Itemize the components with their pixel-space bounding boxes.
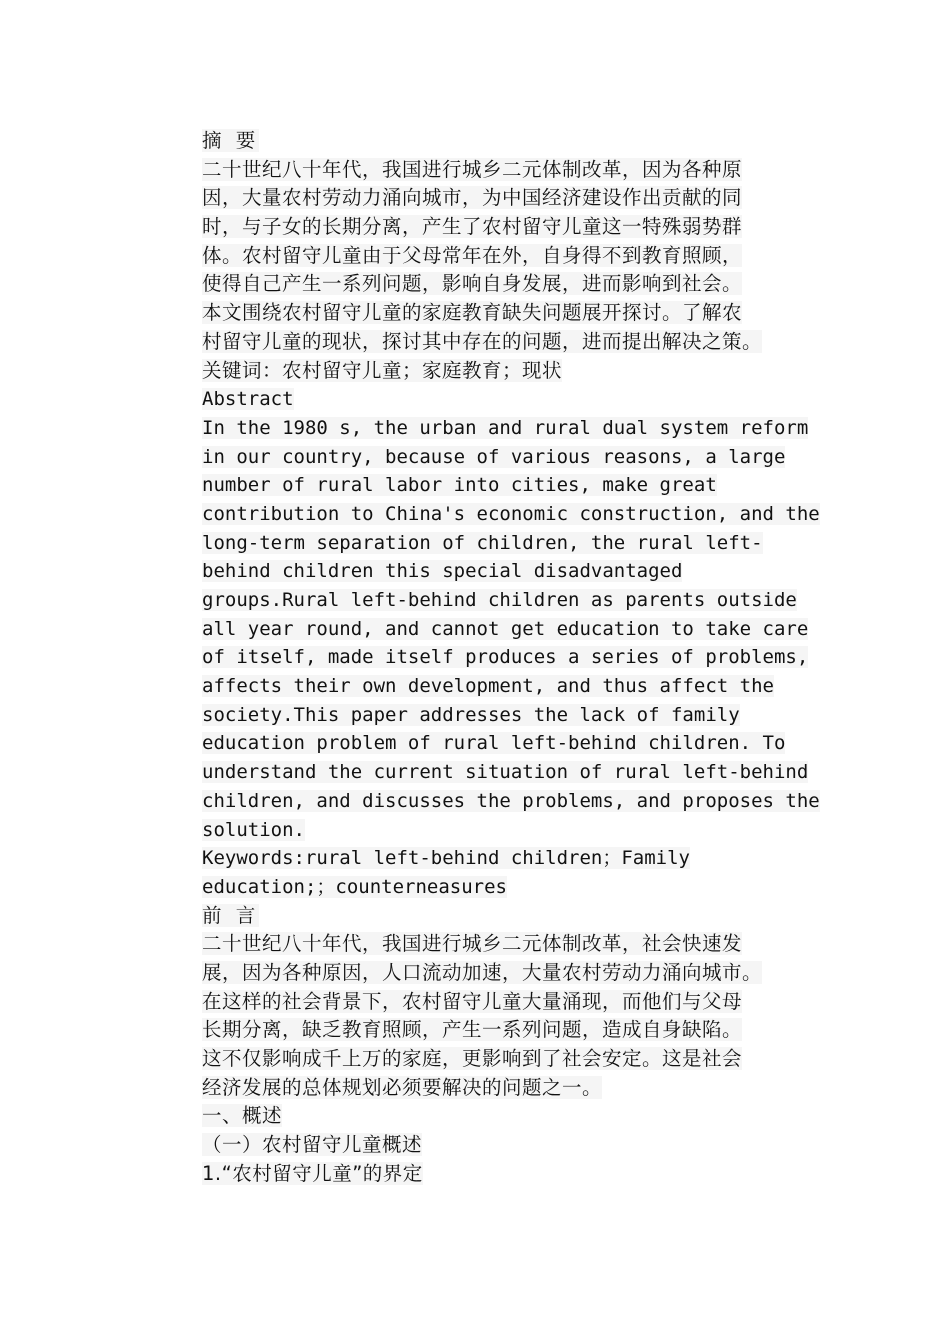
abstract-en-line: affects their own development, and thus affect the bbox=[202, 675, 774, 698]
preface-line: 长期分离，缺乏教育照顾，产生一系列问题，造成自身缺陷。 bbox=[202, 1018, 743, 1042]
abstract-en-line: solution. bbox=[202, 818, 305, 841]
document-page bbox=[202, 127, 832, 1188]
abstract-en-line: number of rural labor into cities, make great bbox=[202, 474, 717, 497]
keywords-cn: 关键词：农村留守儿童；家庭教育；现状 bbox=[202, 358, 563, 382]
abstract-cn-line: 二十世纪八十年代，我国进行城乡二元体制改革，因为各种原 bbox=[202, 157, 743, 181]
item-heading: 1.“农村留守儿童”的界定 bbox=[202, 1161, 423, 1185]
preface-line: 在这样的社会背景下，农村留守儿童大量涌现，而他们与父母 bbox=[202, 989, 743, 1013]
abstract-cn-title: 摘 要 bbox=[202, 129, 260, 152]
abstract-cn-line: 本文围绕农村留守儿童的家庭教育缺失问题展开探讨。了解农 bbox=[202, 301, 743, 325]
abstract-en-line: of itself, made itself produces a series of problems, bbox=[202, 646, 809, 669]
preface-line: 经济发展的总体规划必须要解决的问题之一。 bbox=[202, 1075, 603, 1099]
keywords-en-line: Keywords:rural left-behind children；Family bbox=[202, 847, 690, 870]
abstract-cn-line: 村留守儿童的现状，探讨其中存在的问题，进而提出解决之策。 bbox=[202, 329, 763, 353]
abstract-cn-line: 时，与子女的长期分离，产生了农村留守儿童这一特殊弱势群 bbox=[202, 215, 743, 239]
preface-title: 前 言 bbox=[202, 903, 260, 927]
abstract-en-line: In the 1980 s, the urban and rural dual system reform bbox=[202, 416, 809, 439]
abstract-en-line: children, and discusses the problems, and proposes the bbox=[202, 789, 820, 812]
abstract-en-title: Abstract bbox=[202, 388, 294, 411]
abstract-en-line: education problem of rural left-behind children. To bbox=[202, 732, 786, 755]
abstract-cn-line: 体。农村留守儿童由于父母常年在外，自身得不到教育照顾， bbox=[202, 243, 743, 267]
abstract-cn-line: 因，大量农村劳动力涌向城市，为中国经济建设作出贡献的同 bbox=[202, 186, 743, 210]
abstract-en-line: contribution to China's economic construction, and the bbox=[202, 502, 820, 525]
section-heading: 一、概述 bbox=[202, 1104, 283, 1128]
abstract-en-line: groups.Rural left-behind children as parents outside bbox=[202, 589, 797, 611]
abstract-en-line: society.This paper addresses the lack of family bbox=[202, 703, 740, 726]
abstract-cn-line: 使得自己产生一系列问题，影响自身发展，进而影响到社会。 bbox=[202, 272, 743, 296]
abstract-en-line: behind children this special disadvantaged bbox=[202, 560, 683, 583]
abstract-en-line: in our country, because of various reasons, a large bbox=[202, 445, 786, 468]
abstract-en-line: long-term separation of children, the rural left- bbox=[202, 531, 763, 554]
abstract-en-line: all year round, and cannot get education to take care bbox=[202, 617, 809, 640]
preface-line: 二十世纪八十年代，我国进行城乡二元体制改革，社会快速发 bbox=[202, 932, 743, 956]
preface-line: 这不仅影响成千上万的家庭，更影响到了社会安定。这是社会 bbox=[202, 1047, 743, 1070]
keywords-en-line: education;；counterneasures bbox=[202, 875, 507, 898]
abstract-en-line: understand the current situation of rural left-behind bbox=[202, 761, 809, 784]
subsection-heading: （一）农村留守儿童概述 bbox=[202, 1133, 423, 1157]
preface-line: 展，因为各种原因，人口流动加速，大量农村劳动力涌向城市。 bbox=[202, 960, 763, 984]
